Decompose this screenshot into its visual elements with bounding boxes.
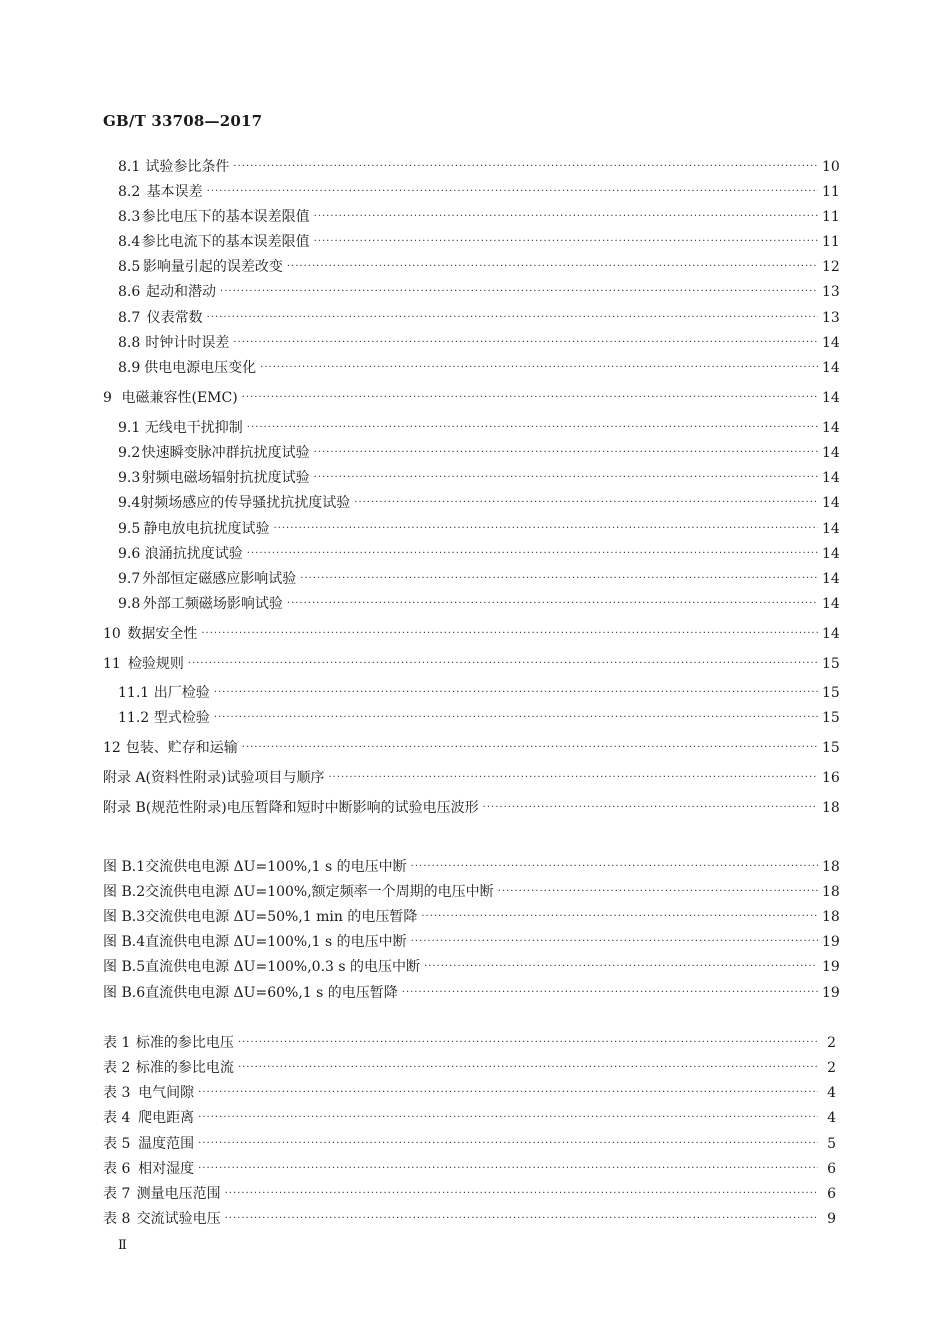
sections-page: 16 [822, 770, 840, 786]
tables-entry[interactable] [103, 1134, 836, 1154]
sections-page: 11 [822, 184, 840, 200]
tables-number: 表 6 [103, 1161, 131, 1177]
sections-page: 15 [822, 710, 840, 726]
sections-number: 9.4 [118, 495, 141, 511]
page-number: Ⅱ [118, 1238, 127, 1253]
tables-title: 测量电压范围 [136, 1186, 221, 1202]
tables-entry[interactable] [103, 1058, 836, 1078]
sections-page: 14 [822, 470, 840, 486]
sections-page: 13 [822, 284, 840, 300]
sections-title: 时钟计时误差 [145, 335, 230, 351]
sections-title: 静电放电抗扰度试验 [143, 521, 270, 537]
dot-leader [411, 935, 818, 949]
sections-page: 14 [822, 445, 840, 461]
sections-page: 15 [822, 740, 840, 756]
figures-title: 交流供电电源 ΔU=100%,1 s 的电压中断 [145, 859, 407, 875]
sections-page: 14 [822, 521, 840, 537]
figures-entry[interactable] [103, 957, 840, 977]
tables-title: 电气间隙 [138, 1085, 195, 1101]
sections-number: 9.5 [118, 521, 141, 537]
tables-number: 表 8 [103, 1211, 131, 1227]
tables-page: 6 [827, 1186, 836, 1202]
tables-entry[interactable] [103, 1184, 836, 1204]
sections-number: 9.3 [118, 470, 141, 486]
tables-number: 表 3 [103, 1085, 131, 1101]
tables-title: 标准的参比电压 [135, 1035, 234, 1051]
sections-entry[interactable] [118, 182, 840, 202]
sections-number: 8.6 [118, 284, 141, 300]
sections-entry[interactable] [103, 654, 840, 674]
figures-title: 直流供电电源 ΔU=100%,0.3 s 的电压中断 [145, 959, 421, 975]
dot-leader [260, 361, 818, 375]
tables-entry[interactable] [103, 1083, 836, 1103]
dot-leader [287, 597, 818, 611]
sections-title: 影响量引起的误差改变 [142, 259, 283, 275]
sections-title: 供电电源电压变化 [144, 360, 257, 376]
dot-leader [207, 185, 818, 199]
sections-page: 14 [822, 571, 840, 587]
figures-page: 19 [822, 959, 840, 975]
sections-number: 9.6 [118, 546, 141, 562]
sections-page: 15 [822, 685, 840, 701]
dot-leader [314, 210, 818, 224]
figures-page: 18 [822, 884, 840, 900]
sections-page: 13 [822, 310, 840, 326]
sections-page: 14 [822, 390, 840, 406]
dot-leader [233, 336, 818, 350]
figures-title: 交流供电电源 ΔU=100%,额定频率一个周期的电压中断 [145, 884, 494, 900]
sections-entry[interactable] [118, 594, 840, 614]
tables-page: 4 [827, 1110, 836, 1126]
sections-title: 参比电流下的基本误差限值 [141, 234, 310, 250]
dot-leader [287, 260, 818, 274]
sections-title: 仪表常数 [146, 310, 203, 326]
sections-page: 14 [822, 626, 840, 642]
sections-number: 11.2 [118, 710, 150, 726]
sections-title: 外部工频磁场影响试验 [142, 596, 283, 612]
dot-leader [220, 285, 818, 299]
sections-entry[interactable] [118, 443, 840, 463]
sections-title: 无线电干扰抑制 [144, 420, 243, 436]
figures-number: 图 B.2 [103, 884, 146, 900]
tables-title: 交流试验电压 [136, 1211, 221, 1227]
dot-leader [402, 986, 818, 1000]
sections-entry[interactable] [103, 798, 840, 818]
dot-leader [238, 1036, 818, 1050]
tables-title: 温度范围 [138, 1136, 195, 1152]
sections-number: 11.1 [118, 685, 150, 701]
sections-title: 快速瞬变脉冲群抗扰度试验 [141, 445, 310, 461]
figures-entry[interactable] [103, 882, 840, 902]
dot-leader [225, 1187, 818, 1201]
sections-number: 9.8 [118, 596, 141, 612]
sections-number: 8.4 [118, 234, 141, 250]
sections-page: 14 [822, 335, 840, 351]
figures-title: 直流供电电源 ΔU=100%,1 s 的电压中断 [145, 934, 407, 950]
dot-leader [498, 885, 818, 899]
tables-number: 表 2 [103, 1060, 131, 1076]
sections-number: 8.1 [118, 159, 141, 175]
sections-page: 14 [822, 360, 840, 376]
sections-entry[interactable] [118, 683, 840, 703]
sections-number: 9.2 [118, 445, 141, 461]
sections-number: 9.7 [118, 571, 141, 587]
dot-leader [198, 1137, 818, 1151]
sections-entry[interactable] [103, 768, 840, 788]
sections-entry[interactable] [103, 624, 840, 644]
dot-leader [314, 446, 818, 460]
sections-page: 14 [822, 546, 840, 562]
dot-leader [247, 421, 818, 435]
sections-number: 8.8 [118, 335, 141, 351]
dot-leader [214, 711, 818, 725]
dot-leader [354, 496, 818, 510]
sections-page: 11 [822, 234, 840, 250]
sections-page: 11 [822, 209, 840, 225]
dot-leader [238, 1061, 818, 1075]
dot-leader [242, 741, 818, 755]
sections-number: 8.3 [118, 209, 141, 225]
figures-page: 19 [822, 934, 840, 950]
dot-leader [233, 160, 818, 174]
sections-entry[interactable] [118, 282, 840, 302]
sections-page: 14 [822, 420, 840, 436]
sections-title: 试验参比条件 [145, 159, 230, 175]
sections-entry[interactable] [118, 308, 840, 328]
tables-page: 6 [827, 1161, 836, 1177]
dot-leader [198, 1162, 818, 1176]
figures-title: 直流供电电源 ΔU=60%,1 s 的电压暂降 [145, 985, 398, 1001]
figures-page: 18 [822, 909, 840, 925]
figures-page: 18 [822, 859, 840, 875]
sections-title: 电压暂降和短时中断影响的试验电压波形 [226, 800, 479, 816]
sections-page: 18 [822, 800, 840, 816]
dot-leader [328, 771, 818, 785]
sections-page: 10 [822, 159, 840, 175]
sections-title: 基本误差 [146, 184, 203, 200]
dot-leader [421, 910, 818, 924]
sections-number: 11 [103, 656, 121, 672]
dot-leader [247, 547, 818, 561]
tables-page: 2 [827, 1060, 836, 1076]
sections-number: 9.1 [118, 420, 141, 436]
tables-number: 表 4 [103, 1110, 131, 1126]
figures-title: 交流供电电源 ΔU=50%,1 min 的电压暂降 [145, 909, 418, 925]
tables-entry[interactable] [103, 1108, 836, 1128]
dot-leader [188, 657, 818, 671]
sections-entry[interactable] [118, 519, 840, 539]
sections-entry[interactable] [118, 569, 840, 589]
dot-leader [300, 572, 818, 586]
sections-entry[interactable] [118, 157, 840, 177]
sections-number: 8.7 [118, 310, 141, 326]
tables-page: 5 [827, 1136, 836, 1152]
dot-leader [411, 860, 818, 874]
tables-entry[interactable] [103, 1033, 836, 1053]
tables-number: 表 1 [103, 1035, 131, 1051]
figures-number: 图 B.3 [103, 909, 146, 925]
sections-page: 15 [822, 656, 840, 672]
standard-code: GB/T 33708—2017 [103, 112, 263, 130]
sections-number: 8.5 [118, 259, 141, 275]
figures-entry[interactable] [103, 983, 840, 1003]
sections-number: 附录 A(资料性附录) [103, 770, 227, 786]
sections-number: 附录 B(规范性附录) [103, 800, 227, 816]
dot-leader [214, 686, 818, 700]
sections-entry[interactable] [103, 738, 840, 758]
sections-number: 8.2 [118, 184, 141, 200]
tables-title: 标准的参比电流 [135, 1060, 234, 1076]
sections-page: 14 [822, 495, 840, 511]
dot-leader [274, 522, 818, 536]
sections-entry[interactable] [103, 388, 840, 408]
tables-page: 9 [827, 1211, 836, 1227]
sections-entry[interactable] [118, 468, 840, 488]
sections-title: 浪涌抗扰度试验 [144, 546, 243, 562]
dot-leader [483, 801, 818, 815]
dot-leader [207, 311, 818, 325]
sections-title: 型式检验 [153, 710, 210, 726]
tables-page: 4 [827, 1085, 836, 1101]
dot-leader [242, 391, 818, 405]
figures-number: 图 B.4 [103, 934, 146, 950]
dot-leader [424, 960, 818, 974]
dot-leader [314, 471, 818, 485]
sections-title: 电磁兼容性(EMC) [121, 390, 238, 406]
sections-title: 外部恒定磁感应影响试验 [142, 571, 297, 587]
tables-title: 相对湿度 [138, 1161, 195, 1177]
sections-title: 检验规则 [127, 656, 184, 672]
figures-entry[interactable] [103, 932, 840, 952]
sections-entry[interactable] [118, 232, 840, 252]
sections-title: 数据安全性 [127, 626, 198, 642]
figures-number: 图 B.6 [103, 985, 146, 1001]
sections-entry[interactable] [118, 418, 840, 438]
sections-number: 9 [103, 390, 112, 406]
tables-title: 爬电距离 [138, 1110, 195, 1126]
tables-entry[interactable] [103, 1209, 836, 1229]
sections-title: 射频场感应的传导骚扰抗扰度试验 [140, 495, 351, 511]
tables-page: 2 [827, 1035, 836, 1051]
sections-title: 试验项目与顺序 [226, 770, 325, 786]
sections-title: 出厂检验 [153, 685, 210, 701]
sections-title: 参比电压下的基本误差限值 [141, 209, 310, 225]
sections-page: 14 [822, 596, 840, 612]
tables-entry[interactable] [103, 1159, 836, 1179]
sections-entry[interactable] [118, 544, 840, 564]
figures-entry[interactable] [103, 857, 840, 877]
figures-page: 19 [822, 985, 840, 1001]
figures-number: 图 B.1 [103, 859, 146, 875]
dot-leader [201, 627, 818, 641]
dot-leader [225, 1212, 818, 1226]
sections-number: 12 [103, 740, 121, 756]
sections-title: 起动和潜动 [146, 284, 217, 300]
figures-entry[interactable] [103, 907, 840, 927]
sections-entry[interactable] [118, 257, 840, 277]
sections-entry[interactable] [118, 207, 840, 227]
sections-number: 10 [103, 626, 121, 642]
dot-leader [314, 235, 818, 249]
tables-number: 表 7 [103, 1186, 131, 1202]
dot-leader [198, 1111, 818, 1125]
sections-entry[interactable] [118, 333, 840, 353]
sections-entry[interactable] [118, 493, 840, 513]
sections-number: 8.9 [118, 360, 141, 376]
sections-title: 射频电磁场辐射抗扰度试验 [141, 470, 310, 486]
sections-entry[interactable] [118, 358, 840, 378]
sections-page: 12 [822, 259, 840, 275]
figures-number: 图 B.5 [103, 959, 146, 975]
sections-title: 包装、贮存和运输 [125, 740, 238, 756]
tables-number: 表 5 [103, 1136, 131, 1152]
sections-entry[interactable] [118, 708, 840, 728]
dot-leader [198, 1086, 818, 1100]
